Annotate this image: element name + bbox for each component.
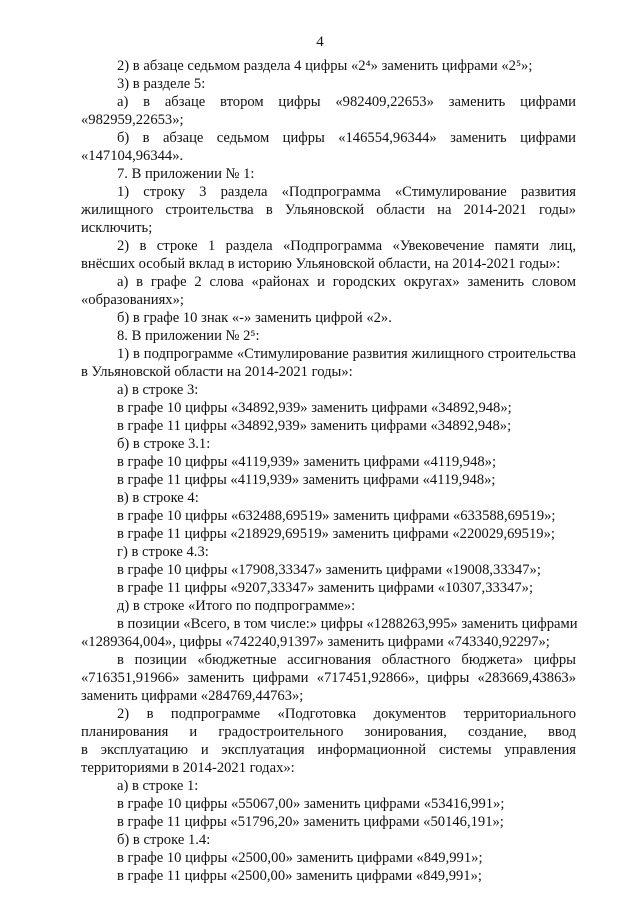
text-line: «982959,22653»; (81, 112, 184, 128)
text-line: д) в строке «Итого по подпрограмме»: (117, 598, 356, 614)
text-line: внёсших особый вклад в историю Ульяновской области, на 2014-2021 годы»: (81, 256, 561, 272)
text-line: «образованиях»; (81, 292, 184, 308)
text-line: в графе 11 цифры «218929,69519» заменить цифрами «220029,69519»; (117, 526, 555, 542)
text-line: «147104,96344». (81, 148, 184, 164)
text-line: планирования и градостроительного зонирования, создание, ввод (81, 724, 576, 740)
text-line: в графе 11 цифры «2500,00» заменить цифрами «849,991»; (117, 868, 482, 884)
text-line: территориями в 2014-2021 годах»: (81, 760, 295, 776)
text-line: в графе 10 цифры «34892,939» заменить цифрами «34892,948»; (117, 400, 512, 416)
text-line: б) в строке 3.1: (117, 436, 211, 452)
text-line: в графе 11 цифры «51796,20» заменить цифрами «50146,191»; (117, 814, 504, 830)
text-line: а) в графе 2 слова «районах и городских округах» заменить словом (117, 274, 576, 290)
text-line: а) в строке 1: (117, 778, 199, 794)
text-line: 1) в подпрограмме «Стимулирование развития жилищного строительства (117, 346, 576, 362)
text-line: 8. В приложении № 2⁵: (117, 328, 260, 344)
text-line: в графе 11 цифры «9207,33347» заменить цифрами «10307,33347»; (117, 580, 534, 596)
text-line: в графе 10 цифры «4119,939» заменить цифрами «4119,948»; (117, 454, 497, 470)
text-line: жилищного строительства в Ульяновской области на 2014-2021 годы» (81, 202, 576, 218)
text-line: в графе 10 цифры «17908,33347» заменить цифрами «19008,33347»; (117, 562, 541, 578)
text-line: в графе 11 цифры «34892,939» заменить цифрами «34892,948»; (117, 418, 512, 434)
text-line: в Ульяновской области на 2014-2021 годы»: (81, 364, 353, 380)
text-line: в позиции «Всего, в том числе:» цифры «1288263,995» заменить цифрами (117, 616, 578, 632)
text-line: г) в строке 4.3: (117, 544, 209, 560)
text-line: в графе 11 цифры «4119,939» заменить цифрами «4119,948»; (117, 472, 496, 488)
text-line: 2) в абзаце седьмом раздела 4 цифры «2⁴» заменить цифрами «2⁵»; (117, 58, 533, 74)
text-line: в позиции «бюджетные ассигнования областного бюджета» цифры (117, 652, 576, 668)
text-line: б) в строке 1.4: (117, 832, 211, 848)
text-line: б) в графе 10 знак «-» заменить цифрой «2». (117, 310, 392, 326)
text-line: заменить цифрами «284769,44763»; (81, 688, 304, 704)
text-line: б) в абзаце седьмом цифры «146554,96344» заменить цифрами (117, 130, 576, 146)
text-line: 2) в строке 1 раздела «Подпрограмма «Увековечение памяти лиц, (117, 238, 576, 254)
text-line: 3) в разделе 5: (117, 76, 206, 92)
text-line: 7. В приложении № 1: (117, 166, 255, 182)
text-line: в) в строке 4: (117, 490, 199, 506)
text-line: а) в строке 3: (117, 382, 199, 398)
page-number: 4 (316, 34, 324, 50)
text-line: в графе 10 цифры «2500,00» заменить цифрами «849,991»; (117, 850, 483, 866)
text-line: 2) в подпрограмме «Подготовка документов территориального (117, 706, 576, 722)
text-line: «1289364,004», цифры «742240,91397» заменить цифрами «743340,92297»; (81, 634, 550, 650)
text-line: в графе 10 цифры «632488,69519» заменить цифрами «633588,69519»; (117, 508, 556, 524)
text-line: «716351,91966» заменить цифрами «717451,92866», цифры «283669,43863» (81, 670, 576, 686)
text-line: исключить; (81, 220, 153, 236)
text-line: в графе 10 цифры «55067,00» заменить цифрами «53416,991»; (117, 796, 505, 812)
text-line: а) в абзаце втором цифры «982409,22653» заменить цифрами (117, 94, 576, 110)
text-line: 1) строку 3 раздела «Подпрограмма «Стимулирование развития (117, 184, 576, 200)
text-line: в эксплуатацию и эксплуатация информационной системы управления (81, 742, 576, 758)
